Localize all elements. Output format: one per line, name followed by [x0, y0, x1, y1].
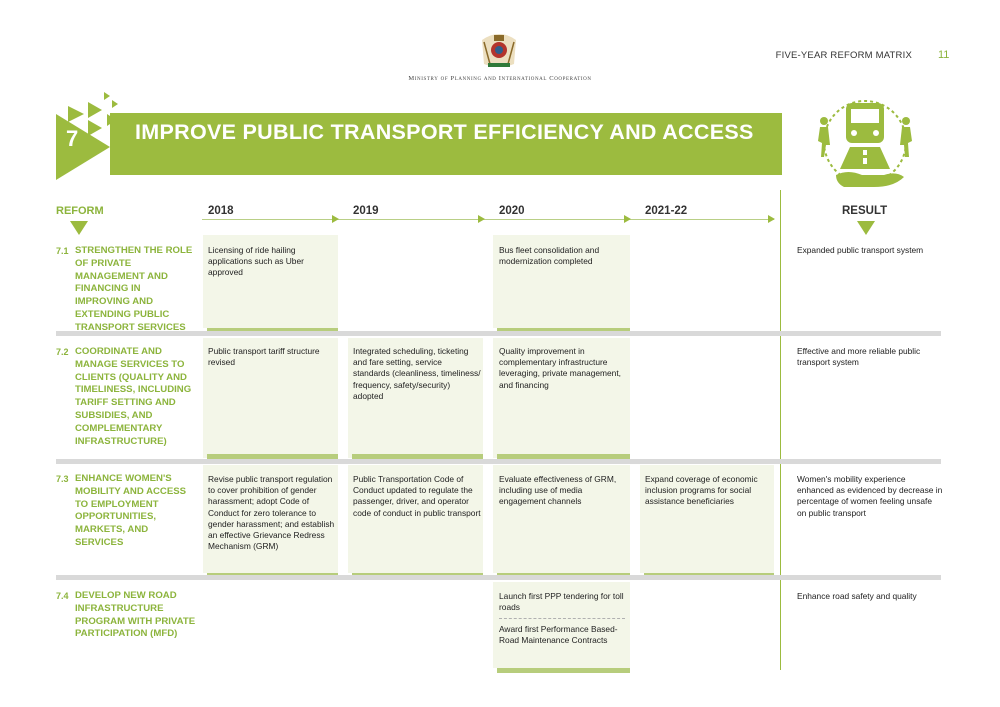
- reform-number: 7.3: [56, 474, 69, 484]
- reform-title: STRENGTHEN THE ROLE OF PRIVATE MANAGEMENT AND FINANCING IN IMPROVING AND EXTENDING PUBLIC TRANSPORT SERVICES: [75, 245, 193, 333]
- reform-number: 7.2: [56, 347, 69, 357]
- year-2019-header: 2019: [353, 205, 379, 217]
- milestone-2019: Public Transportation Code of Conduct updated to regulate the passenger, driver, and operator code of conduct in public transport: [353, 474, 481, 518]
- result-text: Enhance road safety and quality: [797, 591, 917, 601]
- result-divider-line: [780, 190, 781, 670]
- transport-result-icon: [814, 95, 916, 195]
- milestone-2018: Revise public transport regulation to cover prohibition of gender harassment; adopt Code of Conduct for zero tolerance to gender harassment; and establish an effective Grievance Redress Mechanism (GRM): [208, 474, 335, 552]
- matrix-label: FIVE-YEAR REFORM MATRIX: [775, 50, 912, 61]
- reform-title: COORDINATE AND MANAGE SERVICES TO CLIENTS (QUALITY AND TIMELINESS, INCLUDING TARIFF SETTING AND SUBSIDIES, AND COMPLEMENTARY INFRASTRUCTURE): [75, 346, 192, 447]
- year-2020-header: 2020: [499, 205, 525, 217]
- milestone-2020-b: Award first Performance Based-Road Maintenance Contracts: [499, 624, 618, 646]
- dashed-separator: [499, 618, 625, 619]
- cell-bar: [497, 668, 630, 673]
- arrow-right-icon: [478, 215, 485, 223]
- down-triangle-icon: [857, 221, 875, 235]
- page-number: 11: [938, 49, 950, 61]
- milestone-2018: Public transport tariff structure revised: [208, 346, 320, 368]
- milestone-2020: Bus fleet consolidation and modernization completed: [499, 245, 600, 267]
- arrow-right-icon: [332, 215, 339, 223]
- coat-of-arms-emblem: [476, 30, 522, 72]
- year-2021-22-header: 2021-22: [645, 205, 688, 217]
- section-number: 7: [66, 126, 79, 151]
- section-title: IMPROVE PUBLIC TRANSPORT EFFICIENCY AND ACCESS: [135, 120, 754, 144]
- milestone-2021-22: Expand coverage of economic inclusion programs for social assistance beneficiaries: [645, 474, 758, 507]
- arrow-right-icon: [624, 215, 631, 223]
- reform-number: 7.4: [56, 591, 69, 601]
- milestone-2020-a: Launch first PPP tendering for toll roads: [499, 591, 624, 613]
- result-column-header: RESULT: [842, 205, 888, 217]
- result-text: Women's mobility experience enhanced as evidenced by decrease in percentage of women feeling unsafe on public transport: [797, 474, 943, 518]
- ministry-name: Ministry of Planning and International Cooperation: [408, 75, 592, 82]
- milestone-2020: Quality improvement in complementary infrastructure leveraging, private management, and financing: [499, 346, 621, 390]
- row-divider: [56, 459, 941, 464]
- reform-number: 7.1: [56, 246, 69, 256]
- timeline-line: [202, 219, 774, 220]
- reform-title: DEVELOP NEW ROAD INFRASTRUCTURE PROGRAM WITH PRIVATE PARTICIPATION (MFD): [75, 590, 196, 640]
- down-triangle-icon: [70, 221, 88, 235]
- reform-column-header: REFORM: [56, 205, 104, 217]
- milestone-2019: Integrated scheduling, ticketing and fare setting, service standards (cleanliness, timeliness/ frequency, safety/security) adopted: [353, 346, 481, 401]
- result-text: Effective and more reliable public transport system: [797, 346, 921, 368]
- milestone-2018: Licensing of ride hailing applications such as Uber approved: [208, 245, 304, 278]
- result-text: Expanded public transport system: [797, 245, 924, 255]
- arrow-right-icon: [768, 215, 775, 223]
- milestone-2020: Evaluate effectiveness of GRM, including use of media engagement channels: [499, 474, 617, 507]
- year-2018-header: 2018: [208, 205, 234, 217]
- row-divider: [56, 575, 941, 580]
- reform-title: ENHANCE WOMEN'S MOBILITY AND ACCESS TO EMPLOYMENT OPPORTUNITIES, MARKETS, AND SERVICES: [75, 473, 187, 548]
